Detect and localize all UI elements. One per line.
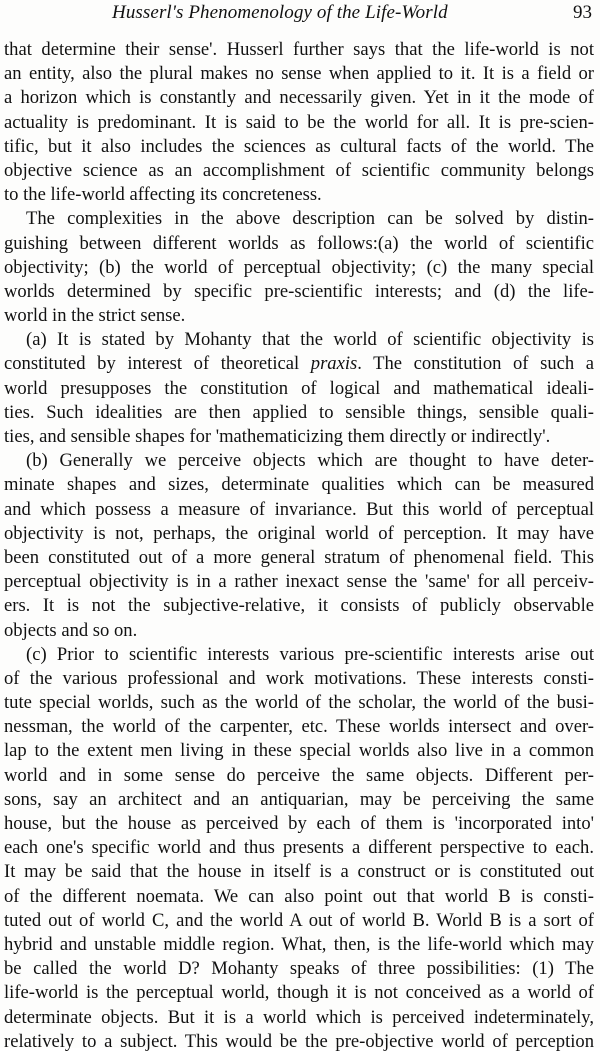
text-line: lap to the extent men living in these special worlds also live in a common <box>4 740 594 762</box>
text-line: perceptual objectivity is in a rather inexact sense the 'same' for all perceiv- <box>4 571 594 593</box>
text-line: It may be said that the house in itself is a construct or is constituted out <box>4 861 594 883</box>
text-line: objectivity is not, perhaps, the original world of perception. It may have <box>4 522 594 544</box>
text-line: hybrid and unstable middle region. What, then, is the life-world which may <box>4 933 594 955</box>
text-line: (c) Prior to scientific interests various pre-scientific interests arise out <box>26 643 594 665</box>
text-line: objectivity; (b) the world of perceptual objectivity; (c) the many special <box>4 256 594 278</box>
text-line: (a) It is stated by Mohanty that the world of scientific objectivity is <box>26 329 594 351</box>
text-line: of the different noemata. We can also point out that world B is consti- <box>4 885 594 907</box>
text-line: objective science as an accomplishment of scientific community belongs <box>4 159 594 181</box>
text-line: (b) Generally we perceive objects which are thought to have deter- <box>26 450 594 472</box>
text-line: to the life-world affecting its concreteness. <box>4 184 322 206</box>
text-line: world in the strict sense. <box>4 305 186 327</box>
page-header <box>0 0 600 30</box>
text-line: tific, but it also includes the sciences as cultural facts of the world. The <box>4 135 594 157</box>
text-line: constituted by interest of theoretical praxis. The constitution of such a <box>4 353 594 375</box>
text-line: sons, say an architect and an antiquarian, may be perceiving the same <box>4 788 594 810</box>
text-line: that determine their sense'. Husserl further says that the life-world is not <box>4 39 594 60</box>
text-line: worlds determined by specific pre-scientific interests; and (d) the life- <box>4 280 594 302</box>
paragraph <box>4 643 594 1054</box>
paragraph <box>4 328 594 449</box>
text-line: The complexities in the above description can be solved by distin- <box>26 208 594 230</box>
text-line: a horizon which is constantly and necessarily given. Yet in it the mode of <box>4 87 594 109</box>
paragraph <box>4 449 594 643</box>
text-line: be called the world D? Mohanty speaks of three possibilities: (1) The <box>4 958 594 980</box>
text-line: ers. It is not the subjective-relative, it consists of publicly observable <box>4 595 594 617</box>
text-line: tute special worlds, such as the world of the scholar, the world of the busi- <box>4 692 594 714</box>
text-line: been constituted out of a more general stratum of phenomenal field. This <box>4 546 594 568</box>
text-line: objects and so on. <box>4 619 138 641</box>
text-line: relatively to a subject. This would be the pre-objective world of perception <box>4 1030 594 1052</box>
text-line: and which possess a measure of invariance. But this world of perceptual <box>4 498 594 520</box>
paragraph <box>4 38 594 207</box>
text-line: house, but the house as perceived by each of them is 'incorporated into' <box>4 813 594 834</box>
text-line: ties. Such idealities are then applied to sensible things, sensible quali- <box>4 401 594 423</box>
body-text <box>4 38 594 1054</box>
paragraph <box>4 207 594 328</box>
text-line: tuted out of world C, and the world A out of world B. World B is a sort of <box>4 909 594 931</box>
text-line: each one's specific world and thus presents a different perspective to each. <box>4 837 594 859</box>
text-line: ties, and sensible shapes for 'mathematicizing them directly or indirectly'. <box>4 426 551 447</box>
text-line: nessman, the world of the carpenter, etc. These worlds intersect and over- <box>4 716 594 738</box>
text-line: life-world is the perceptual world, though it is not conceived as a world of <box>4 982 594 1004</box>
text-line: guishing between different worlds as follows:(a) the world of scientific <box>4 232 594 254</box>
text-line: world and in some sense do perceive the same objects. Different per- <box>4 764 594 786</box>
text-line: actuality is predominant. It is said to be the world for all. It is pre-scien- <box>4 111 594 133</box>
text-line: of the various professional and work motivations. These interests consti- <box>4 667 594 689</box>
text-line: minate shapes and sizes, determinate qualities which can be measured <box>4 474 594 496</box>
text-line: an entity, also the plural makes no sense when applied to it. It is a field or <box>4 63 594 85</box>
page-number: 93 <box>573 2 592 23</box>
text-line: determinate objects. But it is a world which is perceived indeterminately, <box>4 1006 594 1028</box>
text-line: world presupposes the constitution of logical and mathematical ideali- <box>4 377 594 399</box>
running-title: Husserl's Phenomenology of the Life-World <box>112 2 448 23</box>
